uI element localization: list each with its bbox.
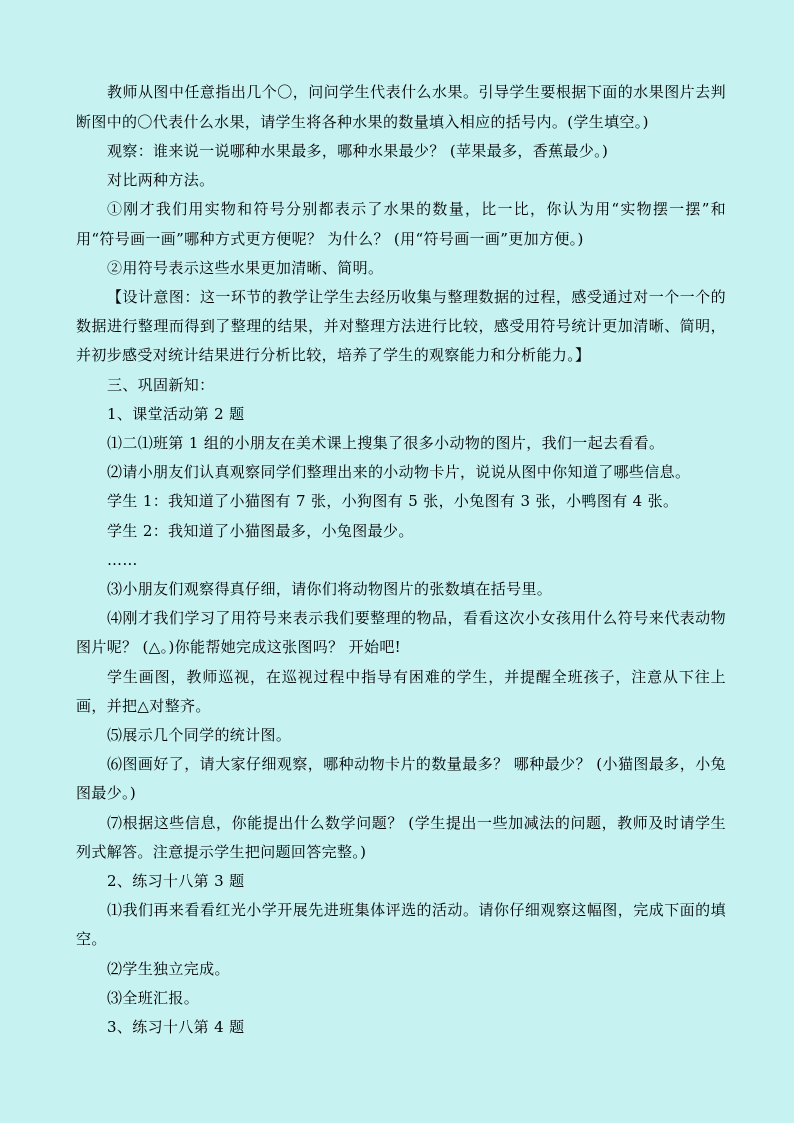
subheading-exercise-3: 2、练习十八第 3 题 [107, 872, 245, 891]
paragraph-compare-methods: 对比两种方法。 [107, 171, 215, 190]
paragraph-step-6: ⑹图画好了，请大家仔细观察，哪种动物卡片的数量最多？ 哪种最少？ (小猫图最多，小兔图最少。) [76, 755, 726, 803]
paragraph-student-drawing: 学生画图，教师巡视，在巡视过程中指导有困难的学生，并提醒全班孩子，注意从下往上画，并把△对整齐。 [76, 667, 726, 715]
paragraph-step-2: ⑵请小朋友们认真观察同学们整理出来的小动物卡片，说说从图中你知道了哪些信息。 [107, 463, 691, 482]
paragraph-step-3: ⑶小朋友们观察得真仔细，请你们将动物图片的张数填在括号里。 [107, 580, 553, 599]
paragraph-step-5: ⑸展示几个同学的统计图。 [107, 726, 292, 745]
paragraph-fruit-identify: 教师从图中任意指出几个〇，问问学生代表什么水果。引导学生要根据下面的水果图片去判断图中的〇代表什么水果，请学生将各种水果的数量填入相应的括号内。(学生填空。) [76, 83, 726, 131]
subheading-exercise-4: 3、练习十八第 4 题 [107, 1018, 245, 1037]
paragraph-design-intent: 【设计意图：这一环节的教学让学生去经历收集与整理数据的过程，感受通过对一个一个的数据进行整理而得到了整理的结果，并对整理方法进行比较，感受用符号统计更加清晰、简明，并初步感受对统计结果进行分析比较，培养了学生的观察能力和分析能力。】 [76, 288, 726, 365]
paragraph-exercise-3-step-1: ⑴我们再来看看红光小学开展先进班集体评选的活动。请你仔细观察这幅图，完成下面的填空。 [76, 901, 726, 949]
paragraph-student-1: 学生 1：我知道了小猫图有 7 张，小狗图有 5 张，小兔图有 3 张，小鸭图有 4 张。 [107, 492, 679, 511]
paragraph-student-2: 学生 2：我知道了小猫图最多，小兔图最少。 [107, 521, 414, 540]
section-heading-consolidate: 三、巩固新知： [107, 375, 215, 394]
paragraph-compare-1: ①刚才我们用实物和符号分别都表示了水果的数量，比一比，你认为用“实物摆一摆”和用“符号画一画”哪种方式更方便呢？ 为什么？ (用“符号画一画”更加方便。) [76, 200, 726, 248]
paragraph-observe: 观察：谁来说一说哪种水果最多，哪种水果最少？ (苹果最多，香蕉最少。) [107, 142, 609, 160]
paragraph-ellipsis: …… [107, 550, 138, 569]
paragraph-compare-2: ②用符号表示这些水果更加清晰、简明。 [107, 258, 384, 277]
paragraph-step-7: ⑺根据这些信息，你能提出什么数学问题？ (学生提出一些加减法的问题，教师及时请学生列式解答。注意提示学生把问题回答完整。) [76, 813, 726, 861]
paragraph-exercise-3-step-3: ⑶全班汇报。 [107, 988, 200, 1007]
paragraph-step-1: ⑴二⑴班第 1 组的小朋友在美术课上搜集了很多小动物的图片，我们一起去看看。 [107, 434, 665, 453]
paragraph-exercise-3-step-2: ⑵学生独立完成。 [107, 959, 230, 978]
document-body [76, 78, 726, 1042]
paragraph-step-4: ⑷刚才我们学习了用符号来表示我们要整理的物品，看看这次小女孩用什么符号来代表动物图片呢？ (△。)你能帮她完成这张图吗？ 开始吧! [76, 609, 726, 657]
subheading-activity-2: 1、课堂活动第 2 题 [107, 404, 245, 423]
